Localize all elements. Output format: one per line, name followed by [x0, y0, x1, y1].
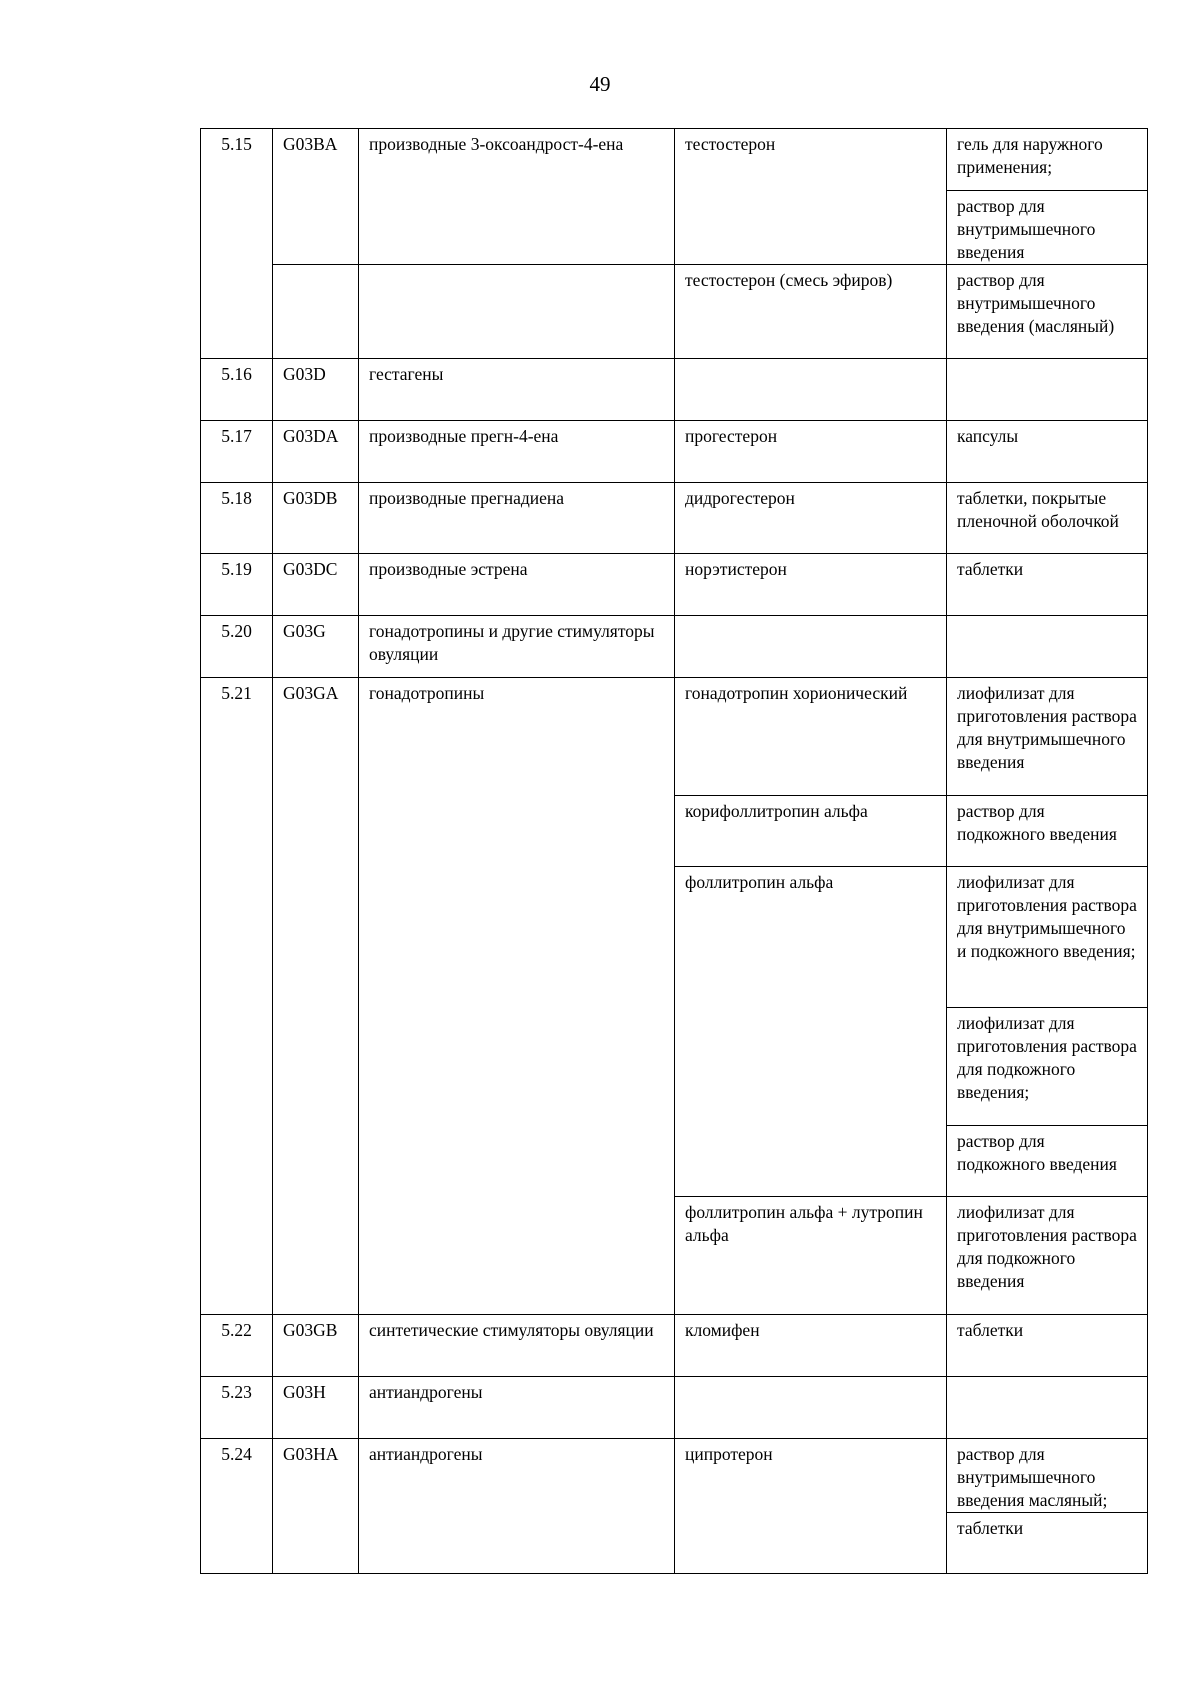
table-row [201, 616, 1148, 678]
dosage-form: лиофилизат для приготовления раствора для внутримышечного и подкожного введения; [947, 867, 1148, 1008]
drug-name: тестостерон [675, 129, 947, 265]
dosage-form: раствор для внутримышечного введения масляный; [947, 1439, 1148, 1513]
dosage-form: таблетки [947, 1315, 1148, 1377]
row-number: 5.18 [201, 483, 273, 554]
drug-name: фоллитропин альфа [675, 867, 947, 1197]
dosage-form: гель для наружного применения; [947, 129, 1148, 191]
table-row [201, 554, 1148, 616]
group-name: производные прегн-4-ена [359, 421, 675, 483]
dosage-form: раствор для внутримышечного введения [947, 191, 1148, 265]
atc-code: G03GB [273, 1315, 359, 1377]
drug-classification-table [200, 128, 1148, 1574]
dosage-form: раствор для внутримышечного введения (масляный) [947, 265, 1148, 359]
table-row [201, 129, 1148, 191]
dosage-form: лиофилизат для приготовления раствора для внутримышечного введения [947, 678, 1148, 796]
group-name: производные прегнадиена [359, 483, 675, 554]
table-row [201, 421, 1148, 483]
dosage-form-empty [947, 616, 1148, 678]
row-number: 5.24 [201, 1439, 273, 1574]
drug-name: фоллитропин альфа + лутропин альфа [675, 1197, 947, 1315]
dosage-form: лиофилизат для приготовления раствора для подкожного введения [947, 1197, 1148, 1315]
group-name: производные эстрена [359, 554, 675, 616]
row-number: 5.17 [201, 421, 273, 483]
atc-code: G03DA [273, 421, 359, 483]
dosage-form: таблетки, покрытые пленочной оболочкой [947, 483, 1148, 554]
drug-name: дидрогестерон [675, 483, 947, 554]
drug-name-empty [675, 1377, 947, 1439]
group-name: антиандрогены [359, 1439, 675, 1574]
atc-code: G03D [273, 359, 359, 421]
atc-code: G03H [273, 1377, 359, 1439]
table-row [201, 1315, 1148, 1377]
group-name: гестагены [359, 359, 675, 421]
drug-name: ципротерон [675, 1439, 947, 1574]
table-row [201, 678, 1148, 796]
table-row [201, 1377, 1148, 1439]
row-number: 5.23 [201, 1377, 273, 1439]
dosage-form: таблетки [947, 554, 1148, 616]
group-name: гонадотропины и другие стимуляторы овуляции [359, 616, 675, 678]
drug-name-empty [675, 616, 947, 678]
row-number: 5.15 [201, 129, 273, 359]
group-name: синтетические стимуляторы овуляции [359, 1315, 675, 1377]
table-row [201, 359, 1148, 421]
page-number: 49 [589, 72, 611, 96]
row-number: 5.16 [201, 359, 273, 421]
atc-code: G03BA [273, 129, 359, 265]
row-number: 5.19 [201, 554, 273, 616]
drug-name-empty [675, 359, 947, 421]
dosage-form-empty [947, 359, 1148, 421]
dosage-form: лиофилизат для приготовления раствора для подкожного введения; [947, 1008, 1148, 1126]
group-name-empty [359, 265, 675, 359]
drug-name: кломифен [675, 1315, 947, 1377]
dosage-form: раствор для подкожного введения [947, 1126, 1148, 1197]
dosage-form: таблетки [947, 1513, 1148, 1574]
atc-code: G03DB [273, 483, 359, 554]
drug-name: гонадотропин хорионический [675, 678, 947, 796]
table-row [201, 1439, 1148, 1513]
dosage-form-empty [947, 1377, 1148, 1439]
row-number: 5.20 [201, 616, 273, 678]
row-number: 5.22 [201, 1315, 273, 1377]
dosage-form: раствор для подкожного введения [947, 796, 1148, 867]
group-name: производные 3-оксоандрост-4-ена [359, 129, 675, 265]
dosage-form: капсулы [947, 421, 1148, 483]
row-number: 5.21 [201, 678, 273, 1315]
atc-code: G03GA [273, 678, 359, 1315]
drug-name: прогестерон [675, 421, 947, 483]
drug-name: норэтистерон [675, 554, 947, 616]
drug-name: тестостерон (смесь эфиров) [675, 265, 947, 359]
atc-code-empty [273, 265, 359, 359]
group-name: антиандрогены [359, 1377, 675, 1439]
atc-code: G03G [273, 616, 359, 678]
atc-code: G03HA [273, 1439, 359, 1574]
atc-code: G03DC [273, 554, 359, 616]
table-row [201, 483, 1148, 554]
group-name: гонадотропины [359, 678, 675, 1315]
table-row [201, 265, 1148, 359]
drug-name: корифоллитропин альфа [675, 796, 947, 867]
